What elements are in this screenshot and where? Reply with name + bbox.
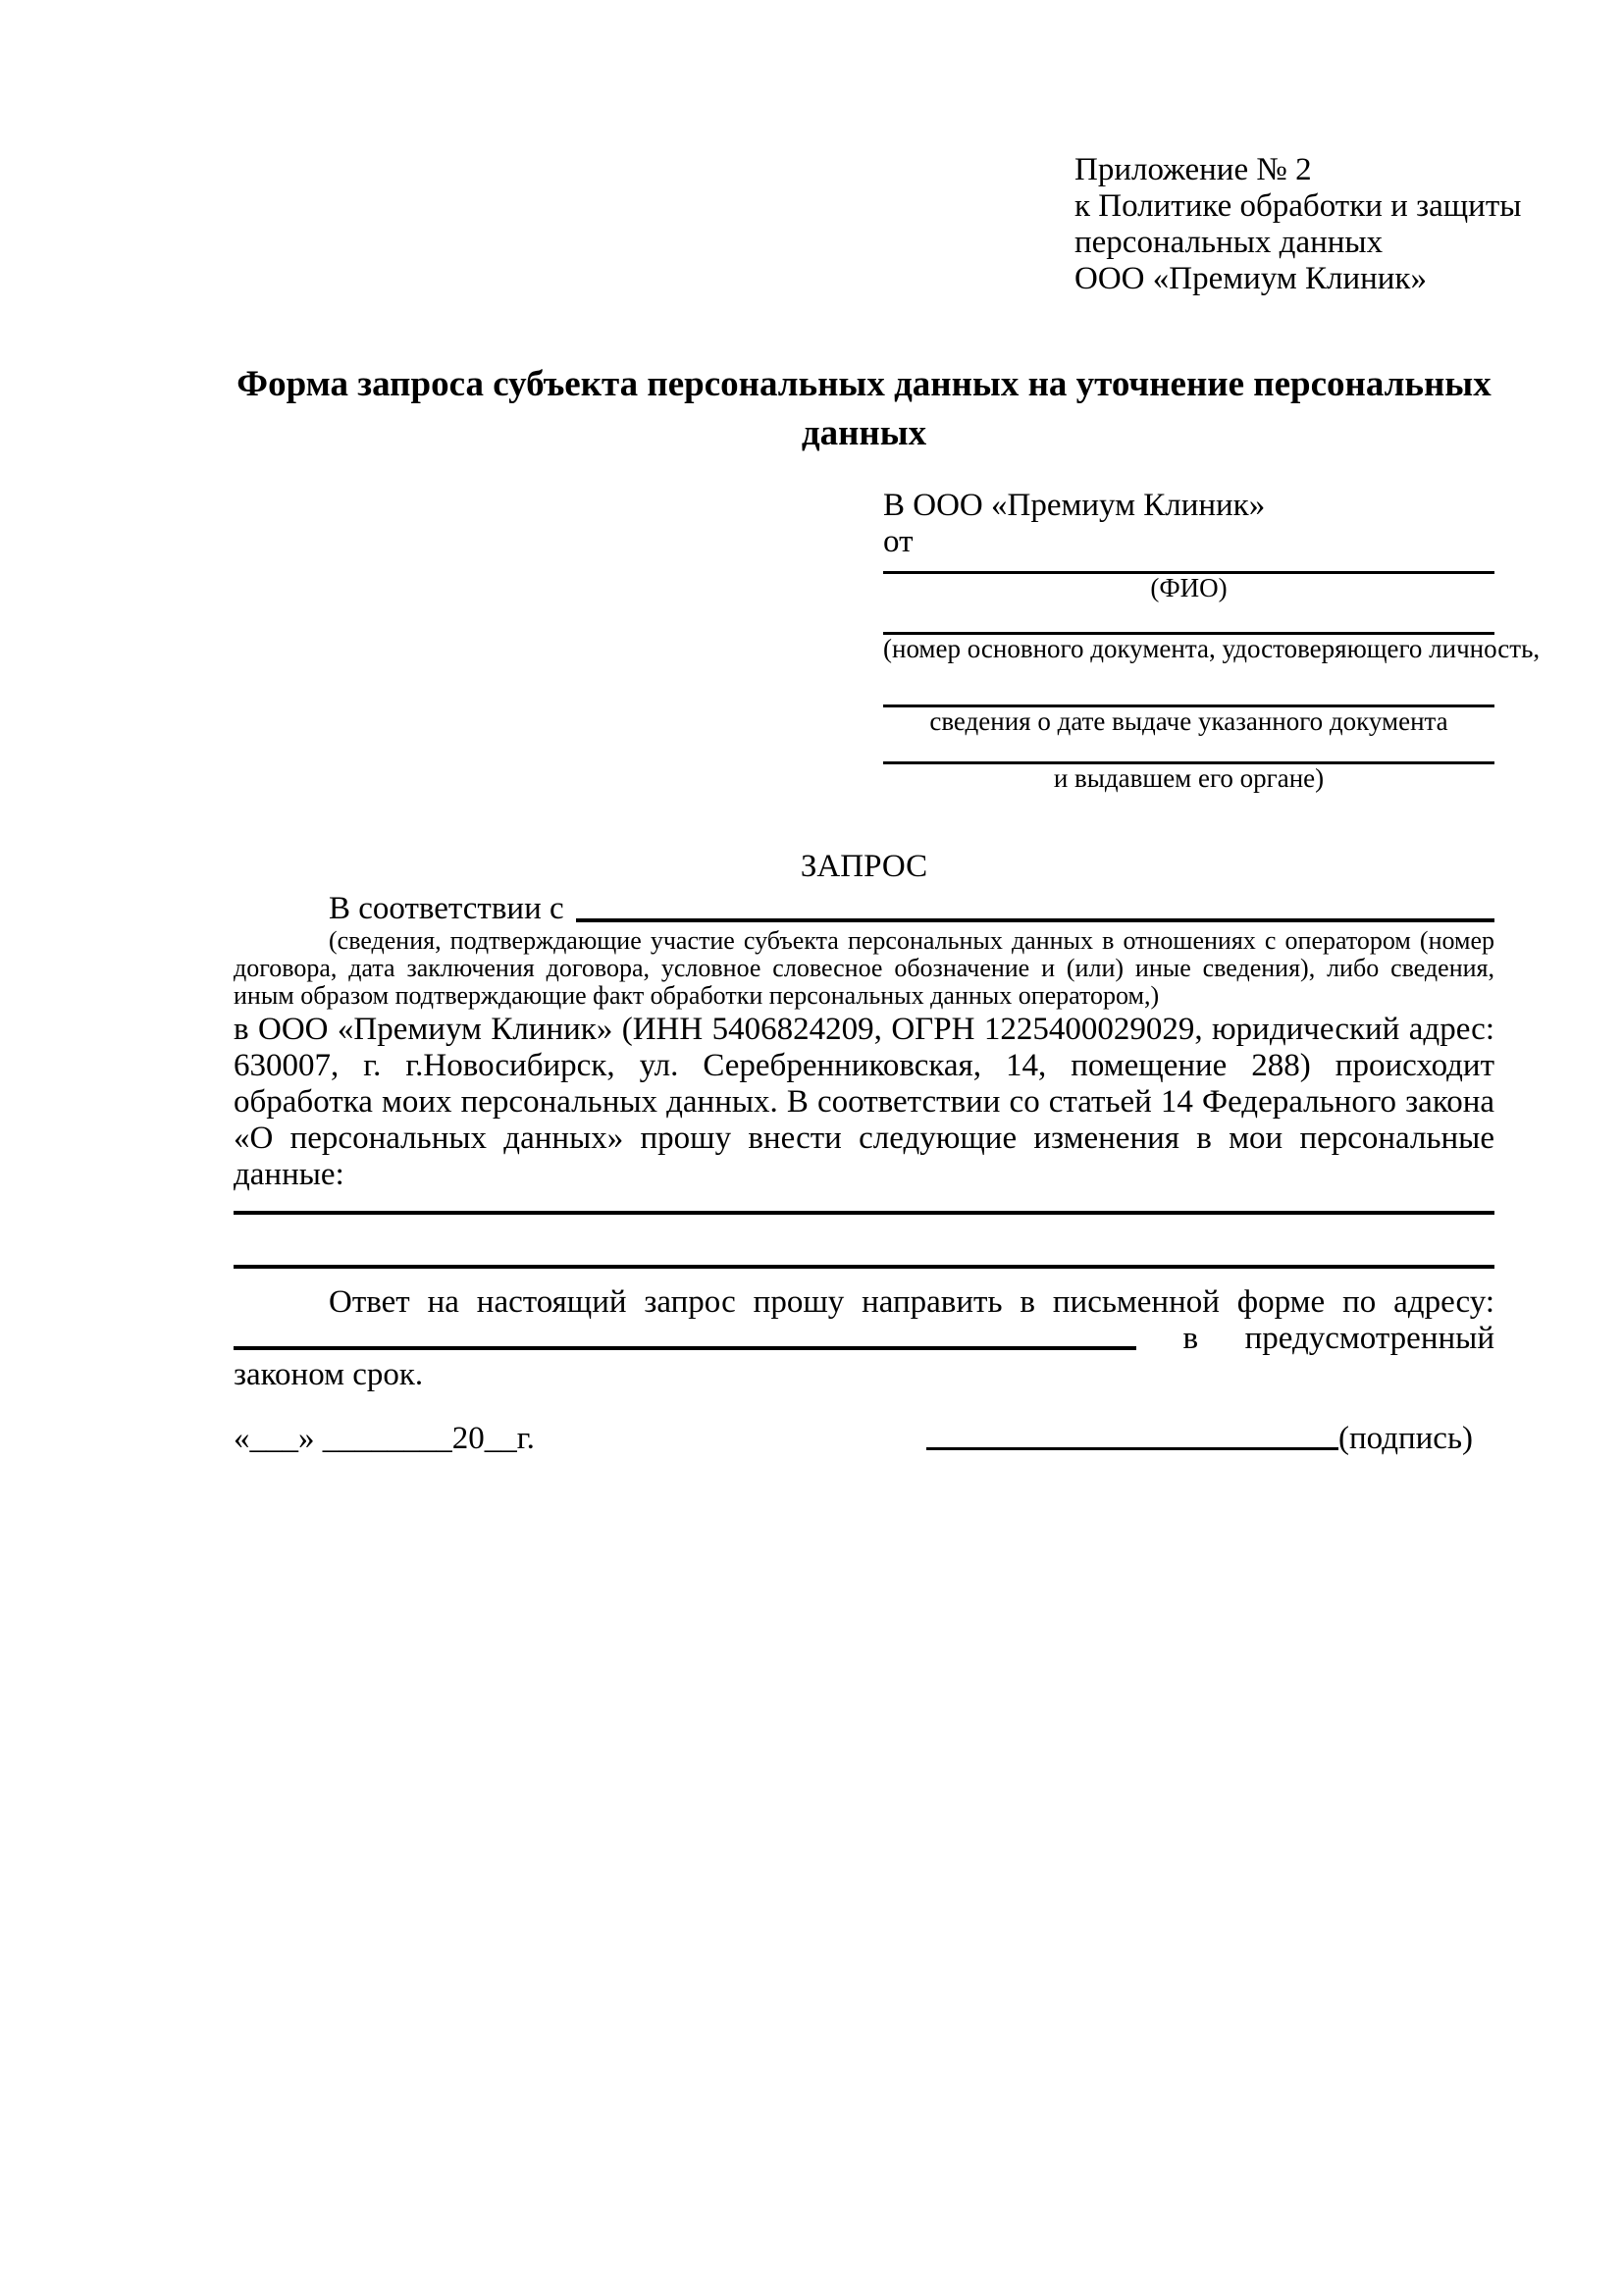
reply-paragraph: Ответ на настоящий запрос прошу направить в письменной форме по адресу: — [329, 1284, 1494, 1320]
reply-word-in: в — [1182, 1321, 1199, 1356]
fio-blank-line — [883, 560, 1494, 574]
addressee-to: В ООО «Премиум Клиник» — [883, 488, 1266, 523]
document-title: Форма запроса субъекта персональных данных на уточнение персональных данных — [236, 364, 1492, 453]
issue-date-blank-line — [883, 662, 1494, 707]
date-signature-row — [234, 1421, 1494, 1457]
basis-prefix: В соответствии с — [329, 891, 564, 926]
addressee-from: от — [883, 524, 914, 559]
issuing-authority-label: и выдавшем его органе) — [1053, 763, 1325, 793]
reply-word-suffix: предусмотренный — [1244, 1321, 1494, 1356]
address-blank-line — [234, 1321, 1136, 1350]
addressee-block — [883, 488, 1541, 793]
signature-label: (подпись) — [1338, 1421, 1473, 1456]
basis-blank-line — [576, 918, 1494, 922]
appendix-line-3: персональных данных — [1074, 225, 1384, 260]
signature-blank-line — [926, 1421, 1338, 1450]
appendix-header — [1074, 152, 1522, 297]
document-number-blank-line — [883, 601, 1494, 635]
document-number-label: (номер основного документа, удостоверяющего личность, — [883, 634, 1541, 663]
body-paragraph: в ООО «Премиум Клиник» (ИНН 5406824209, ОГРН 1225400029029, юридический адрес: 630007, г. г.Новосибирск, ул. Серебренниковская, 14, помещение 288) происходит обработка моих персональных данных. В соответствии со статьей 14 Федерального закона «О персональных данных» прошу внести следующие изменения в мои персональные данные: — [234, 1012, 1494, 1192]
appendix-line-4: ООО «Премиум Клиник» — [1074, 261, 1427, 296]
reply-tail: законом срок. — [234, 1357, 424, 1392]
request-heading: ЗАПРОС — [800, 849, 928, 884]
basis-footnote: (сведения, подтверждающие участие субъекта персональных данных в отношениях с оператором (номер договора, дата заключения договора, условное словесное обозначение и (или) иные сведения), либо сведения, иным образом подтверждающие факт обработки персональных данных оператором,) — [234, 926, 1494, 1010]
reply-address-row — [234, 1321, 1494, 1357]
changes-blank-line-2 — [234, 1215, 1494, 1269]
issue-date-label: сведения о дате выдаче указанного документа — [929, 706, 1448, 736]
signature-area — [926, 1421, 1473, 1457]
appendix-line-1: Приложение № 2 — [1074, 152, 1312, 187]
date-line: «___» ________20__г. — [234, 1421, 535, 1456]
appendix-line-2: к Политике обработки и защиты — [1074, 188, 1522, 224]
changes-blank-line-1 — [234, 1195, 1494, 1215]
issuing-authority-blank-line — [883, 735, 1494, 764]
basis-row — [234, 891, 1494, 927]
fio-label: (ФИО) — [1150, 573, 1228, 602]
